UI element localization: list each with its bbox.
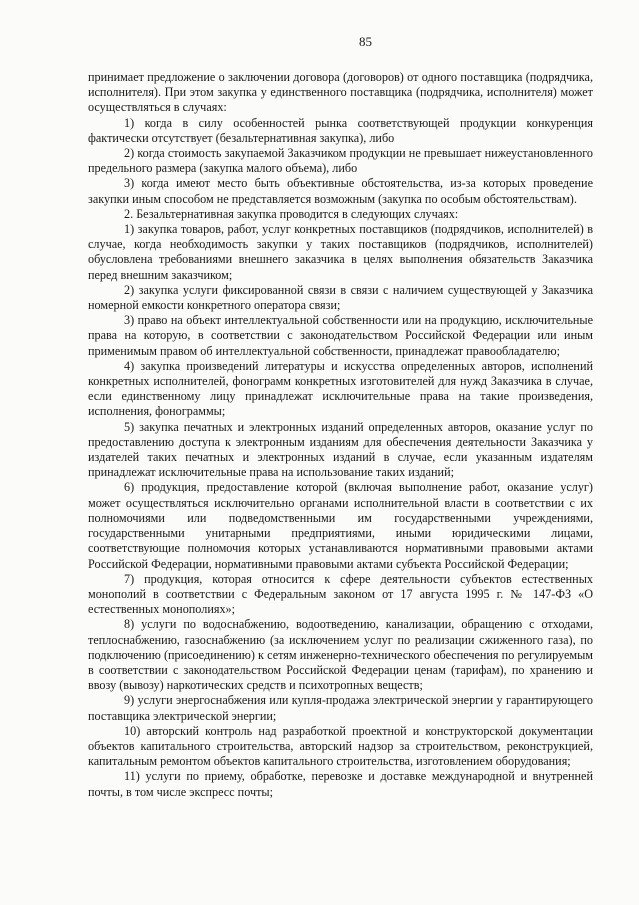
paragraph-item-11: 11) услуги по приему, обработке, перевозке и доставке международной и внутренней почты, в том числе экспресс почты; bbox=[88, 769, 593, 799]
paragraph-item-8: 8) услуги по водоснабжению, водоотведению, канализации, обращению с отходами, теплоснабжению, газоснабжению (за исключением услуг по реализации сжиженного газа), по подключению (присоединению) к сетям инженерно-технического обеспечения по регулируемым в соответствии с законодательством Российской Федерации ценам (тарифам), по хранению и ввозу (вывозу) наркотических средств и психотропных веществ; bbox=[88, 617, 593, 693]
paragraph-item-4: 4) закупка произведений литературы и искусства определенных авторов, исполнений конкретных исполнителей, фонограмм конкретных изготовителей для нужд Заказчика в случае, если единственному лицу принадлежат исключительные права на такие произведения, исполнения, фонограммы; bbox=[88, 358, 593, 419]
paragraph-item-1: 1) закупка товаров, работ, услуг конкретных поставщиков (подрядчиков, исполнителей) в случае, когда необходимость закупки у таких поставщиков (подрядчиков, исполнителей) обусловлена требованиями внешнего заказчика в целях выполнения обязательств Заказчика перед внешним заказчиком; bbox=[88, 222, 593, 282]
paragraph-continuation: принимает предложение о заключении договора (договоров) от одного поставщика (подрядчика, исполнителя). При этом закупка у единственного поставщика (подрядчика, исполнителя) может осуществляться в случаях: bbox=[88, 70, 593, 115]
paragraph-item-9: 9) услуги энергоснабжения или купля-продажа электрической энергии у гарантирующего поставщика электрической энергии; bbox=[88, 693, 593, 723]
paragraph-item-5: 5) закупка печатных и электронных изданий определенных авторов, оказание услуг по предоставлению доступа к электронным изданиям для обеспечения деятельности Заказчика у издателей таких печатных и электронных изданий в случае, если указанным издателям принадлежат исключительные права на использование таких изданий; bbox=[88, 419, 593, 480]
paragraph-case-1: 1) когда в силу особенностей рынка соответствующей продукции конкуренция фактически отсутствует (безальтернативная закупка), либо bbox=[88, 115, 593, 145]
paragraph-item-2: 2) закупка услуги фиксированной связи в связи с наличием существующей у Заказчика номерной емкости конкретного оператора связи; bbox=[88, 282, 593, 313]
paragraph-case-3: 3) когда имеют место быть объективные обстоятельства, из-за которых проведение закупки иным способом не представляется возможным (закупка по особым обстоятельствам). bbox=[88, 176, 593, 206]
page-number: 85 bbox=[359, 34, 372, 49]
document-body bbox=[88, 70, 593, 800]
paragraph-item-3: 3) право на объект интеллектуальной собственности или на продукцию, исключительные права на которую, в соответствии с законодательством Российской Федерации или иным применимым правом об интеллектуальной собственности, принадлежат правообладателю; bbox=[88, 313, 593, 358]
paragraph-item-7: 7) продукция, которая относится к сфере деятельности субъектов естественных монополий в соответствии с Федеральным законом от 17 августа 1995 г. № 147-ФЗ «О естественных монополиях»; bbox=[88, 571, 593, 617]
paragraph-section-2-heading: 2. Безальтернативная закупка проводится в следующих случаях: bbox=[124, 206, 459, 221]
paragraph-case-2: 2) когда стоимость закупаемой Заказчиком продукции не превышает нижеустановленного предельного размера (закупка малого объема), либо bbox=[88, 146, 593, 176]
paragraph-item-10: 10) авторский контроль над разработкой проектной и конструкторской документации объектов капитального строительства, авторский надзор за строительством, реконструкцией, капитальным ремонтом объектов капитального строительства, изготовлением оборудования; bbox=[88, 723, 593, 769]
paragraph-item-6: 6) продукция, предоставление которой (включая выполнение работ, оказание услуг) может осуществляться исключительно органами исполнительной власти в соответствии с их полномочиями или подведомственными им государственными учреждениями, государственными унитарными предприятиями, иными юридическими лицами, соответствующие полномочия которых устанавливаются нормативными правовыми актами Российской Федерации, нормативными правовыми актами субъекта Российской Федерации; bbox=[88, 480, 593, 571]
